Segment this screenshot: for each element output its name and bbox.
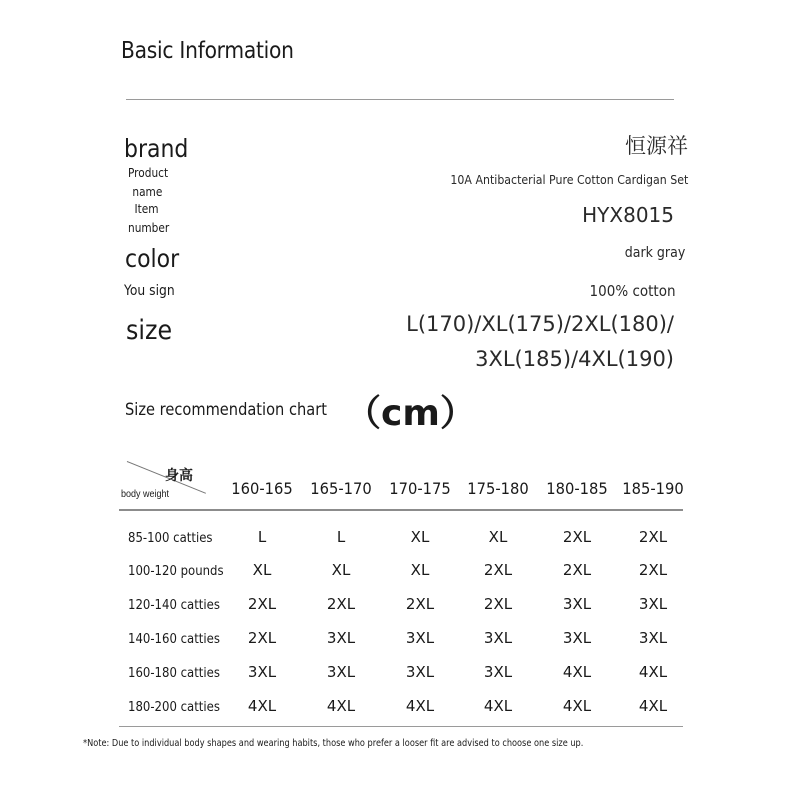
size-value-line1: L(170)/XL(175)/2XL(180)/ bbox=[406, 312, 674, 336]
product-name-label-line1: Product bbox=[128, 166, 169, 180]
table-cell: 3XL bbox=[483, 629, 513, 647]
table-cell: XL bbox=[410, 561, 430, 579]
table-cell: 4XL bbox=[638, 663, 668, 681]
table-cell: 4XL bbox=[247, 697, 277, 715]
size-chart-title: Size recommendation chart bbox=[125, 400, 327, 420]
product-name-value: 10A Antibacterial Pure Cotton Cardigan Set bbox=[450, 172, 688, 187]
table-cell: XL bbox=[331, 561, 351, 579]
row-label: 180-200 catties bbox=[128, 700, 220, 715]
column-header: 160-165 bbox=[231, 479, 293, 498]
table-cell: 2XL bbox=[326, 595, 356, 613]
table-cell: 2XL bbox=[562, 561, 592, 579]
row-label: 85-100 catties bbox=[128, 531, 213, 546]
column-header: 180-185 bbox=[546, 479, 608, 498]
you-sign-label: You sign bbox=[124, 283, 175, 299]
size-label: size bbox=[126, 315, 173, 346]
item-number-label bbox=[128, 200, 170, 238]
column-header: 175-180 bbox=[467, 479, 529, 498]
title-divider bbox=[126, 99, 674, 100]
column-header: 165-170 bbox=[310, 479, 372, 498]
header-divider bbox=[119, 509, 683, 511]
table-cell: 3XL bbox=[562, 595, 592, 613]
table-cell: 2XL bbox=[247, 595, 277, 613]
column-header: 170-175 bbox=[389, 479, 451, 498]
table-cell: 4XL bbox=[562, 663, 592, 681]
table-cell: XL bbox=[252, 561, 272, 579]
table-cell: 3XL bbox=[326, 663, 356, 681]
corner-height-label: 身高 bbox=[165, 467, 193, 483]
row-label: 140-160 catties bbox=[128, 632, 220, 647]
color-value: dark gray bbox=[624, 245, 685, 261]
table-cell: 4XL bbox=[483, 697, 513, 715]
table-cell: 4XL bbox=[326, 697, 356, 715]
table-cell: 4XL bbox=[638, 697, 668, 715]
you-sign-value: 100% cotton bbox=[590, 282, 676, 300]
brand-label: brand bbox=[124, 134, 189, 163]
item-number-label-line1: Item bbox=[134, 202, 159, 216]
row-label: 100-120 pounds bbox=[128, 564, 224, 579]
item-number-label-line2: number bbox=[128, 221, 170, 235]
footnote: *Note: Due to individual body shapes and wearing habits, those who prefer a looser fit are advised to choose one size up. bbox=[83, 738, 584, 749]
table-cell: XL bbox=[488, 528, 508, 546]
table-cell: 2XL bbox=[405, 595, 435, 613]
table-cell: 2XL bbox=[483, 561, 513, 579]
corner-weight-label: body weight bbox=[121, 489, 170, 500]
size-chart-unit: （cm） bbox=[345, 393, 476, 434]
table-cell: 3XL bbox=[638, 595, 668, 613]
row-label: 160-180 catties bbox=[128, 666, 220, 681]
column-header: 185-190 bbox=[622, 479, 684, 498]
table-cell: 3XL bbox=[405, 629, 435, 647]
table-cell: 2XL bbox=[562, 528, 592, 546]
size-value-line2: 3XL(185)/4XL(190) bbox=[475, 347, 674, 371]
row-label: 120-140 catties bbox=[128, 598, 220, 613]
product-name-label-line2: name bbox=[132, 185, 163, 199]
table-cell: L bbox=[336, 528, 346, 546]
page-title: Basic Information bbox=[121, 38, 294, 64]
table-cell: 3XL bbox=[405, 663, 435, 681]
item-number-value: HYX8015 bbox=[582, 203, 674, 227]
table-cell: 4XL bbox=[562, 697, 592, 715]
table-cell: 3XL bbox=[326, 629, 356, 647]
product-name-label bbox=[128, 164, 167, 202]
table-cell: 4XL bbox=[405, 697, 435, 715]
table-cell: L bbox=[257, 528, 267, 546]
table-cell: 2XL bbox=[483, 595, 513, 613]
table-cell: 3XL bbox=[638, 629, 668, 647]
table-cell: 2XL bbox=[638, 561, 668, 579]
color-label: color bbox=[125, 244, 180, 273]
brand-value: 恒源祥 bbox=[625, 134, 688, 158]
table-cell: 3XL bbox=[562, 629, 592, 647]
table-cell: 3XL bbox=[483, 663, 513, 681]
table-cell: 3XL bbox=[247, 663, 277, 681]
table-cell: XL bbox=[410, 528, 430, 546]
table-cell: 2XL bbox=[638, 528, 668, 546]
table-bottom-divider bbox=[119, 726, 683, 727]
table-cell: 2XL bbox=[247, 629, 277, 647]
